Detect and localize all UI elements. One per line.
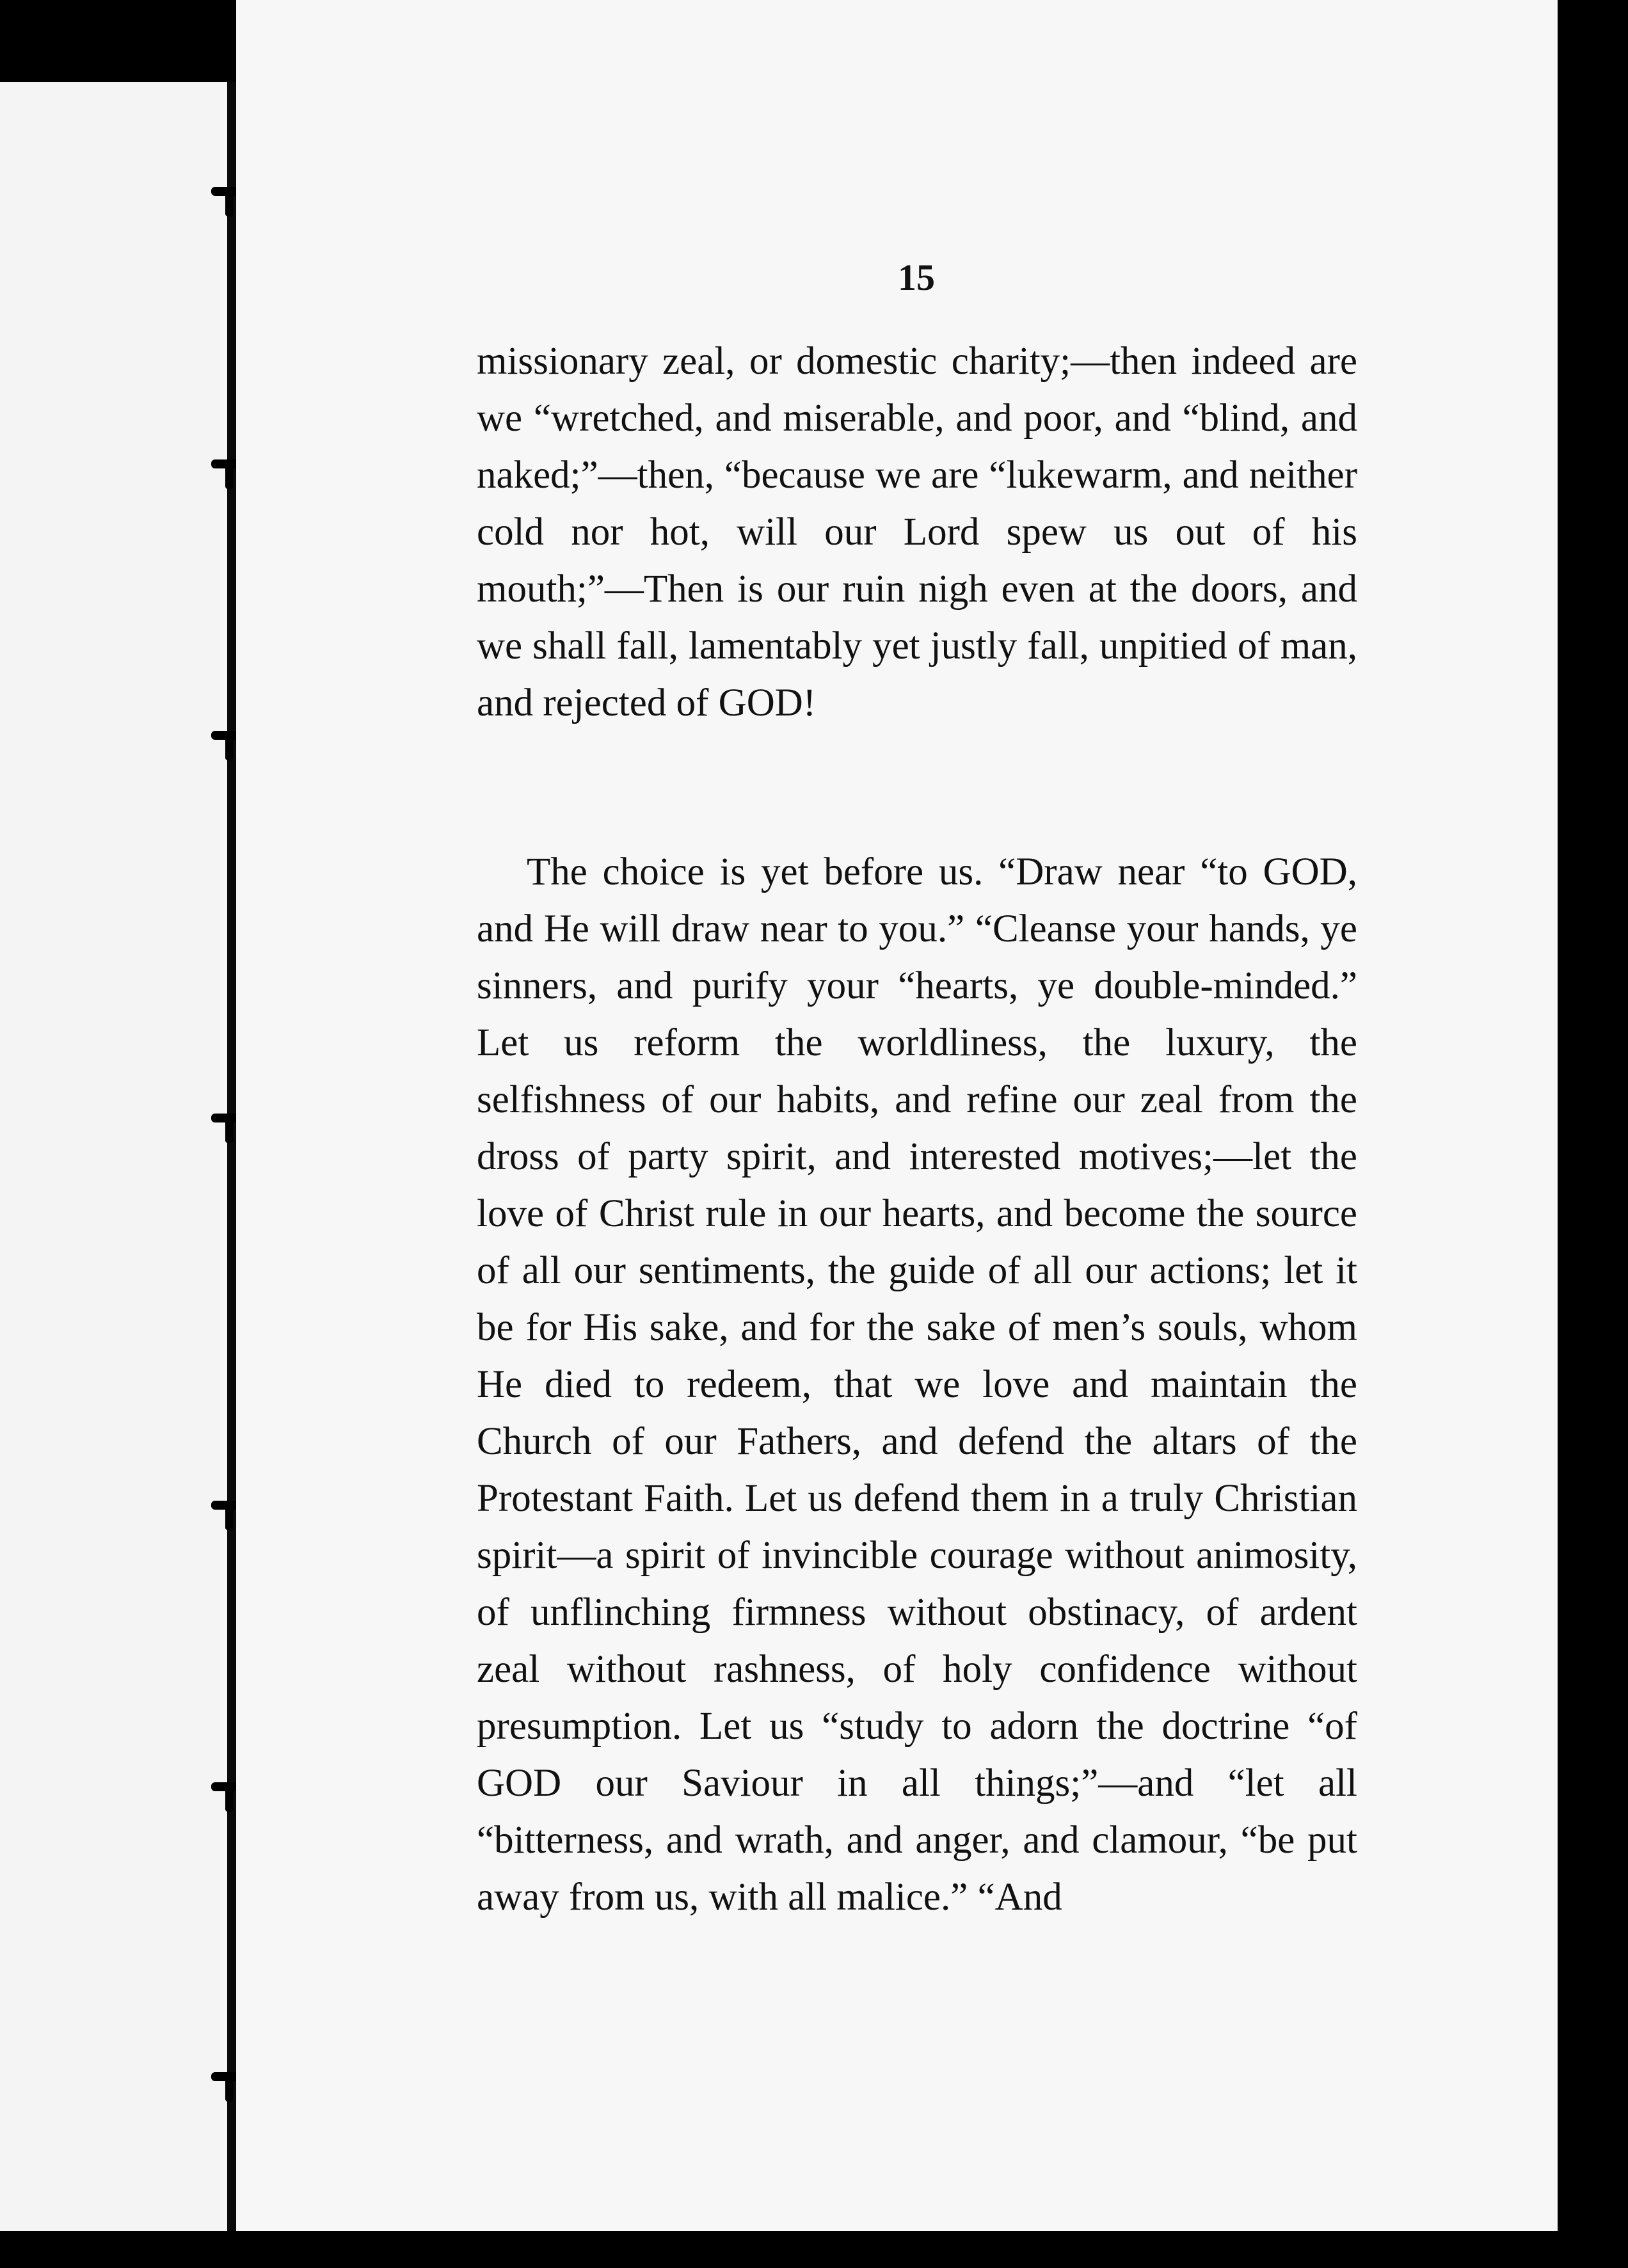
- left-page-blank: [0, 82, 227, 2231]
- page-number: 15: [898, 257, 935, 298]
- scan-border-right: [1558, 0, 1628, 2268]
- paragraph-1: missionary zeal, or domestic charity;—then indeed are we “wretched, and miserable, and poor, and “blind, and naked;”—then, “because we are “lukewarm, and neither cold nor hot, will our Lord spew us out of his mouth;”—Then is our ruin nigh even at the doors, and we shall fall, lamentably yet justly fall, unpitied of man, and rejected of GOD!: [477, 340, 1357, 724]
- scan-border-bottom: [0, 2231, 1628, 2268]
- paragraph-2: The choice is yet before us. “Draw near “to GOD, and He will draw near to you.” “Cleanse your hands, ye sinners, and purify your “hearts, ye double-minded.” Let us reform the worldliness, the luxury, the selfishness of our habits, and refine our zeal from the dross of party spirit, and interested motives;—let the love of Christ rule in our hearts, and become the source of all our sentiments, the guide of all our actions; let it be for His sake, and for the sake of men’s souls, whom He died to redeem, that we love and maintain the Church of our Fathers, and defend the altars of the Protestant Faith. Let us defend them in a truly Christian spirit—a spirit of invincible courage without animosity, of unflinching firmness without obstinacy, of ardent zeal without rashness, of holy confidence without presumption. Let us “study to adorn the doctrine “of GOD our Saviour in all things;”—and “let all “bitterness, and wrath, and anger, and clamour, “be put away from us, with all malice.” “And: [477, 850, 1357, 1919]
- book-spine: [227, 82, 236, 2231]
